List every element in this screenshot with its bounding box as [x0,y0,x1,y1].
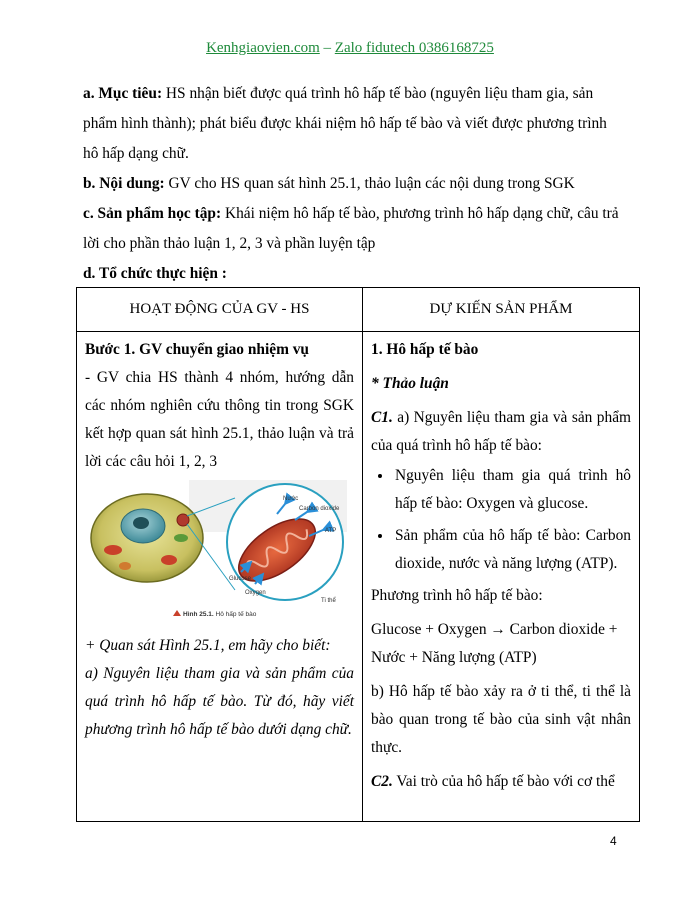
step-text: - GV chia HS thành 4 nhóm, hướng dẫn các nhóm nghiên cứu thông tin trong SGK kết hợp quan sát hình 25.1, thảo luận và trả lời các câu hỏi 1, 2, 3 [85,369,354,470]
organelle [174,534,188,542]
label-mitochondrion: Ti thể [321,598,336,604]
products-cell [363,332,640,822]
table-header-row [77,288,640,332]
label-co2: Carbon dioxide [299,506,340,512]
muc-tieu-paragraph [83,79,623,169]
caption-text: Hô hấp tế bào [213,611,257,618]
cell-respiration-illustration [85,480,347,626]
list-item: • Nguyên liệu tham gia quá trình hô hấp tế bào: Oxygen và glucose. [393,462,631,518]
equation: Glucose + Oxygen → Carbon dioxide + Nước + Năng lượng (ATP) [371,621,618,666]
question-intro: + Quan sát Hình 25.1, em hãy cho biết: [85,637,331,654]
figure-caption [183,609,257,618]
organelle [119,562,131,570]
c1-paragraph [371,404,631,460]
header-separator: – [319,40,335,56]
c2-text: Vai trò của hô hấp tế bào với cơ thể [392,773,615,790]
step-title: Bước 1. GV chuyển giao nhiệm vụ [85,341,309,358]
b-paragraph: b) Hô hấp tế bào xảy ra ở ti thể, ti thể là bào quan trong tế bào của sinh vật nhân thực. [371,683,631,756]
c2-label: C2. [371,773,393,790]
site-link[interactable]: Kenhgiaovien.com [206,40,320,56]
header-expected-products: DỰ KIẾN SẢN PHẨM [363,288,640,332]
san-pham-paragraph [83,199,623,259]
activities-cell [77,332,363,822]
discussion-label: * Thảo luận [371,375,449,392]
page-number: 4 [610,834,617,848]
page-header [0,40,700,57]
label-atp: ATP [325,528,337,534]
nucleolus [133,517,149,529]
small-mitochondrion [104,545,122,555]
activity-table [76,287,640,822]
label-glucose: Glucose [229,576,252,582]
san-pham-label: c. Sản phẩm học tập: [83,205,222,222]
zalo-link[interactable]: Zalo fidutech 0386168725 [334,40,494,56]
san-pham-text: Khái niệm hô hấp tế bào, phương trình hô hấp dạng chữ, câu trả lời cho phần thảo luận 1, 2, 3 và phần luyện tập [83,205,619,252]
label-water: Nước [283,496,299,502]
muc-tieu-label: a. Mục tiêu: [83,85,163,102]
header-activities: HOẠT ĐỘNG CỦA GV - HS [77,288,363,332]
noi-dung-label: b. Nội dung: [83,175,165,192]
to-chuc-label: d. Tổ chức thực hiện : [83,265,227,282]
table-row [77,332,640,822]
caption-triangle-icon [173,610,181,616]
c2-paragraph [371,768,631,796]
c1-label: C1. [371,409,393,426]
noi-dung-paragraph [83,169,623,199]
figure-25-1 [85,480,354,626]
small-mitochondrion [161,555,177,565]
lesson-intro [83,79,623,289]
noi-dung-text: GV cho HS quan sát hình 25.1, thảo luận các nội dung trong SGK [164,175,575,192]
caption-number: Hình 25.1. [183,611,214,618]
label-oxygen: Oxygen [245,590,266,596]
list-item: • Sản phẩm của hô hấp tế bào: Carbon dioxide, nước và năng lượng (ATP). [393,522,631,578]
c1-text: a) Nguyên liệu tham gia và sản phẩm của quá trình hô hấp tế bào: [371,409,631,454]
equation-label: Phương trình hô hấp tế bào: [371,587,543,604]
section-title: 1. Hô hấp tế bào [371,341,479,358]
to-chuc-paragraph [83,259,623,289]
question-a: a) Nguyên liệu tham gia và sản phẩm của quá trình hô hấp tế bào. Từ đó, hãy viết phương trình hô hấp tế bào dưới dạng chữ. [85,665,354,738]
c1-bullet-list [371,462,631,578]
muc-tieu-text: HS nhận biết được quá trình hô hấp tế bào (nguyên liệu tham gia, sản phẩm hình thành); phát biểu được khái niệm hô hấp tế bào và viết được phương trình hô hấp dạng chữ. [83,85,607,162]
